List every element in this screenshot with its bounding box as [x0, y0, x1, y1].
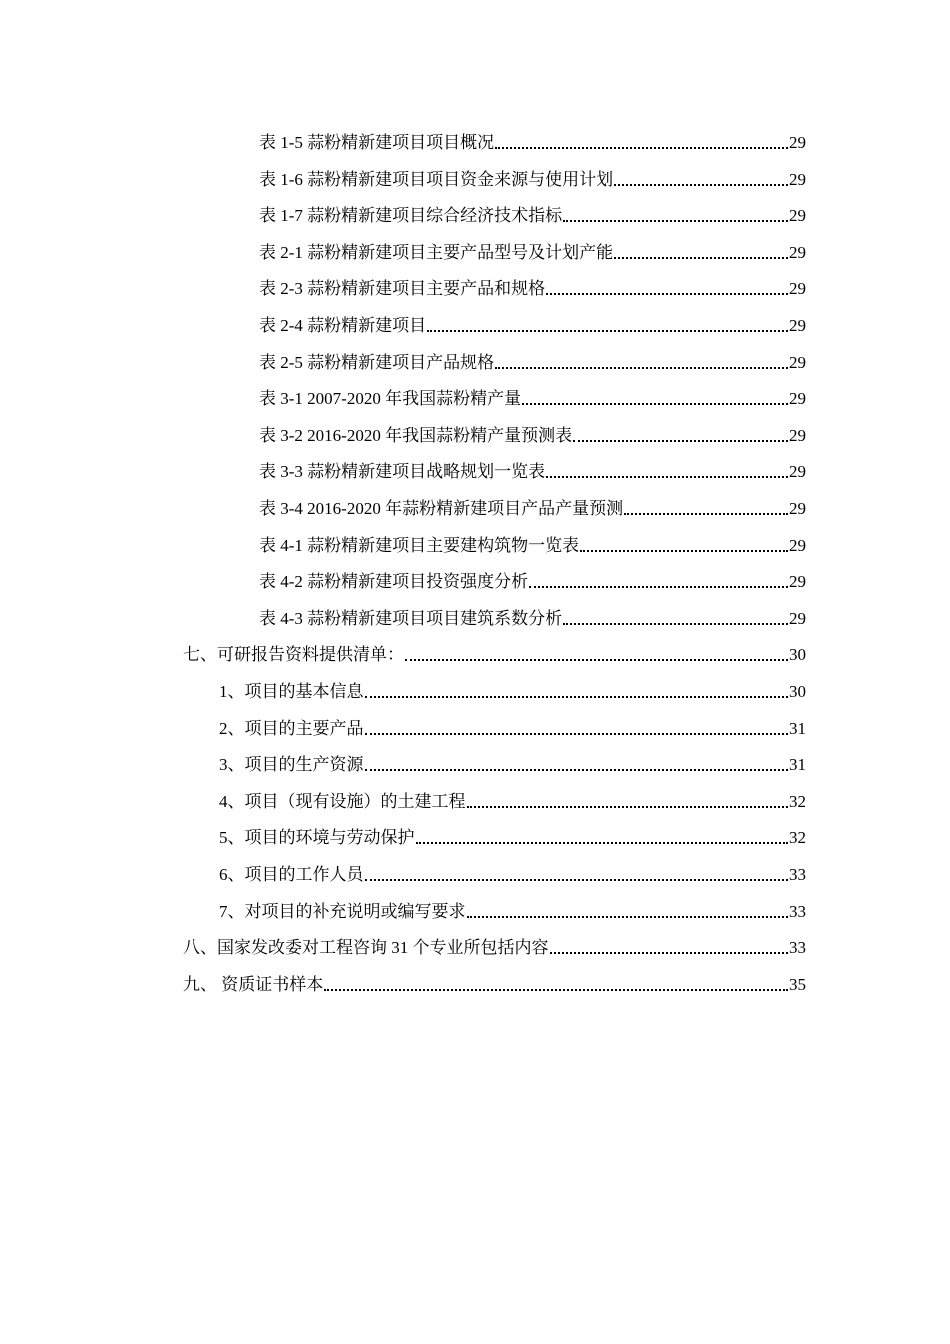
- toc-dot-leader: [365, 879, 789, 881]
- toc-entry-page-number: 29: [789, 169, 806, 189]
- toc-entry-page-number: 31: [789, 755, 806, 775]
- toc-entry-title: 2、项目的主要产品: [219, 718, 364, 738]
- toc-entry[interactable]: [219, 887, 806, 923]
- toc-entry[interactable]: [219, 850, 806, 886]
- toc-entry-title: 表 2-4 蒜粉精新建项目: [259, 316, 427, 335]
- toc-entry-title: 八、国家发改委对工程咨询 31 个专业所包括内容: [183, 938, 549, 958]
- toc-entry-title: 4、项目（现有设施）的土建工程: [219, 791, 466, 811]
- toc-entry-title: 表 1-5 蒜粉精新建项目项目概况: [259, 133, 495, 152]
- toc-entry-page-number: 33: [789, 901, 806, 921]
- toc-entry-title: 表 3-3 蒜粉精新建项目战略规划一览表: [259, 462, 546, 482]
- toc-entry-title: 表 3-4 2016-2020 年蒜粉精新建项目产品产量预测: [259, 499, 624, 518]
- toc-entry[interactable]: [259, 521, 806, 557]
- toc-entry[interactable]: [259, 338, 806, 374]
- toc-entry-page-number: 32: [789, 791, 806, 811]
- toc-entry-page-number: 29: [789, 242, 806, 262]
- toc-entry-title: 表 3-1 2007-2020 年我国蒜粉精产量: [259, 389, 522, 409]
- toc-dot-leader: [614, 184, 788, 186]
- toc-entry-page-number: 29: [789, 206, 806, 226]
- toc-entry[interactable]: [259, 155, 806, 191]
- toc-entry-page-number: 29: [789, 352, 806, 372]
- toc-entry[interactable]: [259, 228, 806, 264]
- toc-dot-leader: [365, 733, 789, 735]
- toc-dot-leader: [614, 257, 788, 259]
- toc-entry[interactable]: [219, 813, 806, 849]
- toc-dot-leader: [550, 952, 789, 954]
- toc-dot-leader: [546, 476, 788, 478]
- toc-entry-page-number: 29: [789, 316, 806, 335]
- toc-entry-title: 表 2-3 蒜粉精新建项目主要产品和规格: [259, 279, 546, 299]
- toc-entry-page-number: 29: [789, 133, 806, 152]
- toc-dot-leader: [324, 989, 788, 991]
- toc-entry[interactable]: [259, 411, 806, 447]
- toc-entry-page-number: 33: [789, 938, 806, 958]
- toc-entry-title: 6、项目的工作人员: [219, 865, 364, 884]
- toc-entry-page-number: 30: [789, 645, 806, 665]
- toc-entry-title: 7、对项目的补充说明或编写要求: [219, 901, 466, 921]
- toc-entry-title: 表 2-1 蒜粉精新建项目主要产品型号及计划产能: [259, 242, 614, 262]
- toc-entry-title: 1、项目的基本信息: [219, 682, 364, 701]
- toc-entry-page-number: 32: [789, 828, 806, 848]
- toc-entry[interactable]: [259, 264, 806, 300]
- toc-entry[interactable]: [219, 777, 806, 813]
- toc-entry-title: 5、项目的环境与劳动保护: [219, 828, 415, 848]
- toc-entry-title: 表 4-3 蒜粉精新建项目项目建筑系数分析: [259, 608, 563, 628]
- toc-dot-leader: [563, 220, 788, 222]
- toc-entry-title: 表 4-2 蒜粉精新建项目投资强度分析: [259, 572, 529, 592]
- toc-entry[interactable]: [219, 667, 806, 703]
- toc-dot-leader: [546, 293, 788, 295]
- toc-entry-page-number: 29: [789, 572, 806, 592]
- toc-entry-page-number: 33: [789, 865, 806, 884]
- toc-entry[interactable]: [259, 557, 806, 593]
- toc-entry-page-number: 31: [789, 718, 806, 738]
- toc-entry[interactable]: [259, 447, 806, 483]
- toc-entry-title: 表 1-6 蒜粉精新建项目项目资金来源与使用计划: [259, 169, 614, 189]
- toc-dot-leader: [467, 916, 789, 918]
- toc-entry-page-number: 29: [789, 499, 806, 518]
- toc-entry-page-number: 29: [789, 462, 806, 482]
- toc-entry-title: 表 3-2 2016-2020 年我国蒜粉精产量预测表: [259, 425, 573, 445]
- toc-entry[interactable]: [259, 301, 806, 337]
- toc-entry-page-number: 29: [789, 279, 806, 299]
- toc-dot-leader: [365, 769, 789, 771]
- toc-entry[interactable]: [259, 374, 806, 410]
- toc-dot-leader: [495, 367, 788, 369]
- toc-dot-leader: [416, 842, 789, 844]
- toc-dot-leader: [580, 550, 788, 552]
- toc-dot-leader: [405, 659, 788, 661]
- toc-dot-leader: [365, 696, 789, 698]
- toc-entry[interactable]: [183, 960, 806, 996]
- toc-entry[interactable]: [259, 594, 806, 630]
- toc-dot-leader: [529, 586, 788, 588]
- toc-entry[interactable]: [259, 191, 806, 227]
- toc-entry[interactable]: [219, 740, 806, 776]
- toc-dot-leader: [573, 440, 788, 442]
- toc-entry[interactable]: [183, 923, 806, 959]
- toc-entry-title: 表 2-5 蒜粉精新建项目产品规格: [259, 352, 495, 372]
- toc-entry-title: 七、可研报告资料提供清单：: [183, 645, 404, 665]
- toc-entry[interactable]: [219, 704, 806, 740]
- toc-dot-leader: [522, 403, 788, 405]
- toc-entry[interactable]: [259, 118, 806, 154]
- toc-entry-title: 3、项目的生产资源: [219, 755, 364, 775]
- toc-dot-leader: [624, 513, 788, 515]
- toc-entry-page-number: 29: [789, 608, 806, 628]
- toc-entry[interactable]: [259, 484, 806, 520]
- toc-entry-page-number: 29: [789, 535, 806, 555]
- toc-entry-page-number: 30: [789, 682, 806, 701]
- toc-dot-leader: [563, 623, 788, 625]
- toc-entry-page-number: 29: [789, 425, 806, 445]
- toc-entry-title: 九、 资质证书样本: [183, 974, 324, 994]
- toc-dot-leader: [427, 330, 788, 332]
- toc-entry-page-number: 35: [789, 974, 806, 994]
- toc-entry-page-number: 29: [789, 389, 806, 409]
- toc-entry-title: 表 4-1 蒜粉精新建项目主要建构筑物一览表: [259, 535, 580, 555]
- toc-dot-leader: [467, 806, 789, 808]
- toc-dot-leader: [495, 147, 788, 149]
- toc-entry[interactable]: [183, 630, 806, 666]
- toc-entry-title: 表 1-7 蒜粉精新建项目综合经济技术指标: [259, 206, 563, 226]
